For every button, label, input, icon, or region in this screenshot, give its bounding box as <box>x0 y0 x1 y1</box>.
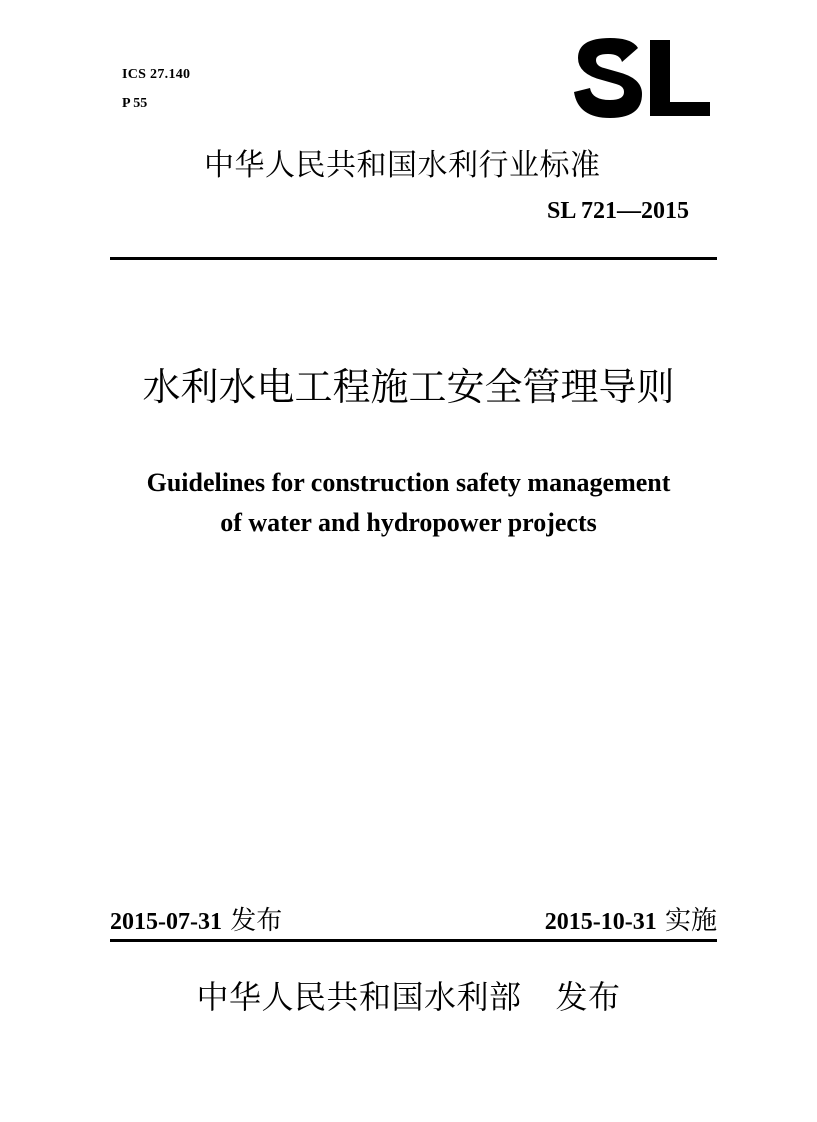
ics-code: ICS 27.140 <box>122 67 191 82</box>
sl-logo <box>572 36 712 120</box>
document-title-english <box>0 463 817 543</box>
top-divider <box>110 257 717 260</box>
publisher-line <box>0 972 817 1018</box>
issue-date-block <box>110 900 282 937</box>
bottom-divider <box>110 939 717 942</box>
publisher-label: 发布 <box>555 978 621 1016</box>
classification-code: P 55 <box>122 96 148 111</box>
industry-standard-heading: 中华人民共和国水利行业标准 <box>204 148 601 183</box>
implement-date-block <box>545 900 717 937</box>
title-en-line-1: Guidelines for construction safety management <box>146 468 671 497</box>
standard-number: SL 721—2015 <box>546 198 689 224</box>
issue-date: 2015-07-31 <box>110 909 222 935</box>
issue-label: 发布 <box>230 906 283 936</box>
implement-date: 2015-10-31 <box>544 909 657 935</box>
implement-label: 实施 <box>664 906 717 936</box>
title-en-line-2: of water and hydropower projects <box>220 508 597 537</box>
document-title-chinese: 水利水电工程施工安全管理导则 <box>142 365 675 409</box>
publisher-name: 中华人民共和国水利部 <box>196 978 522 1016</box>
